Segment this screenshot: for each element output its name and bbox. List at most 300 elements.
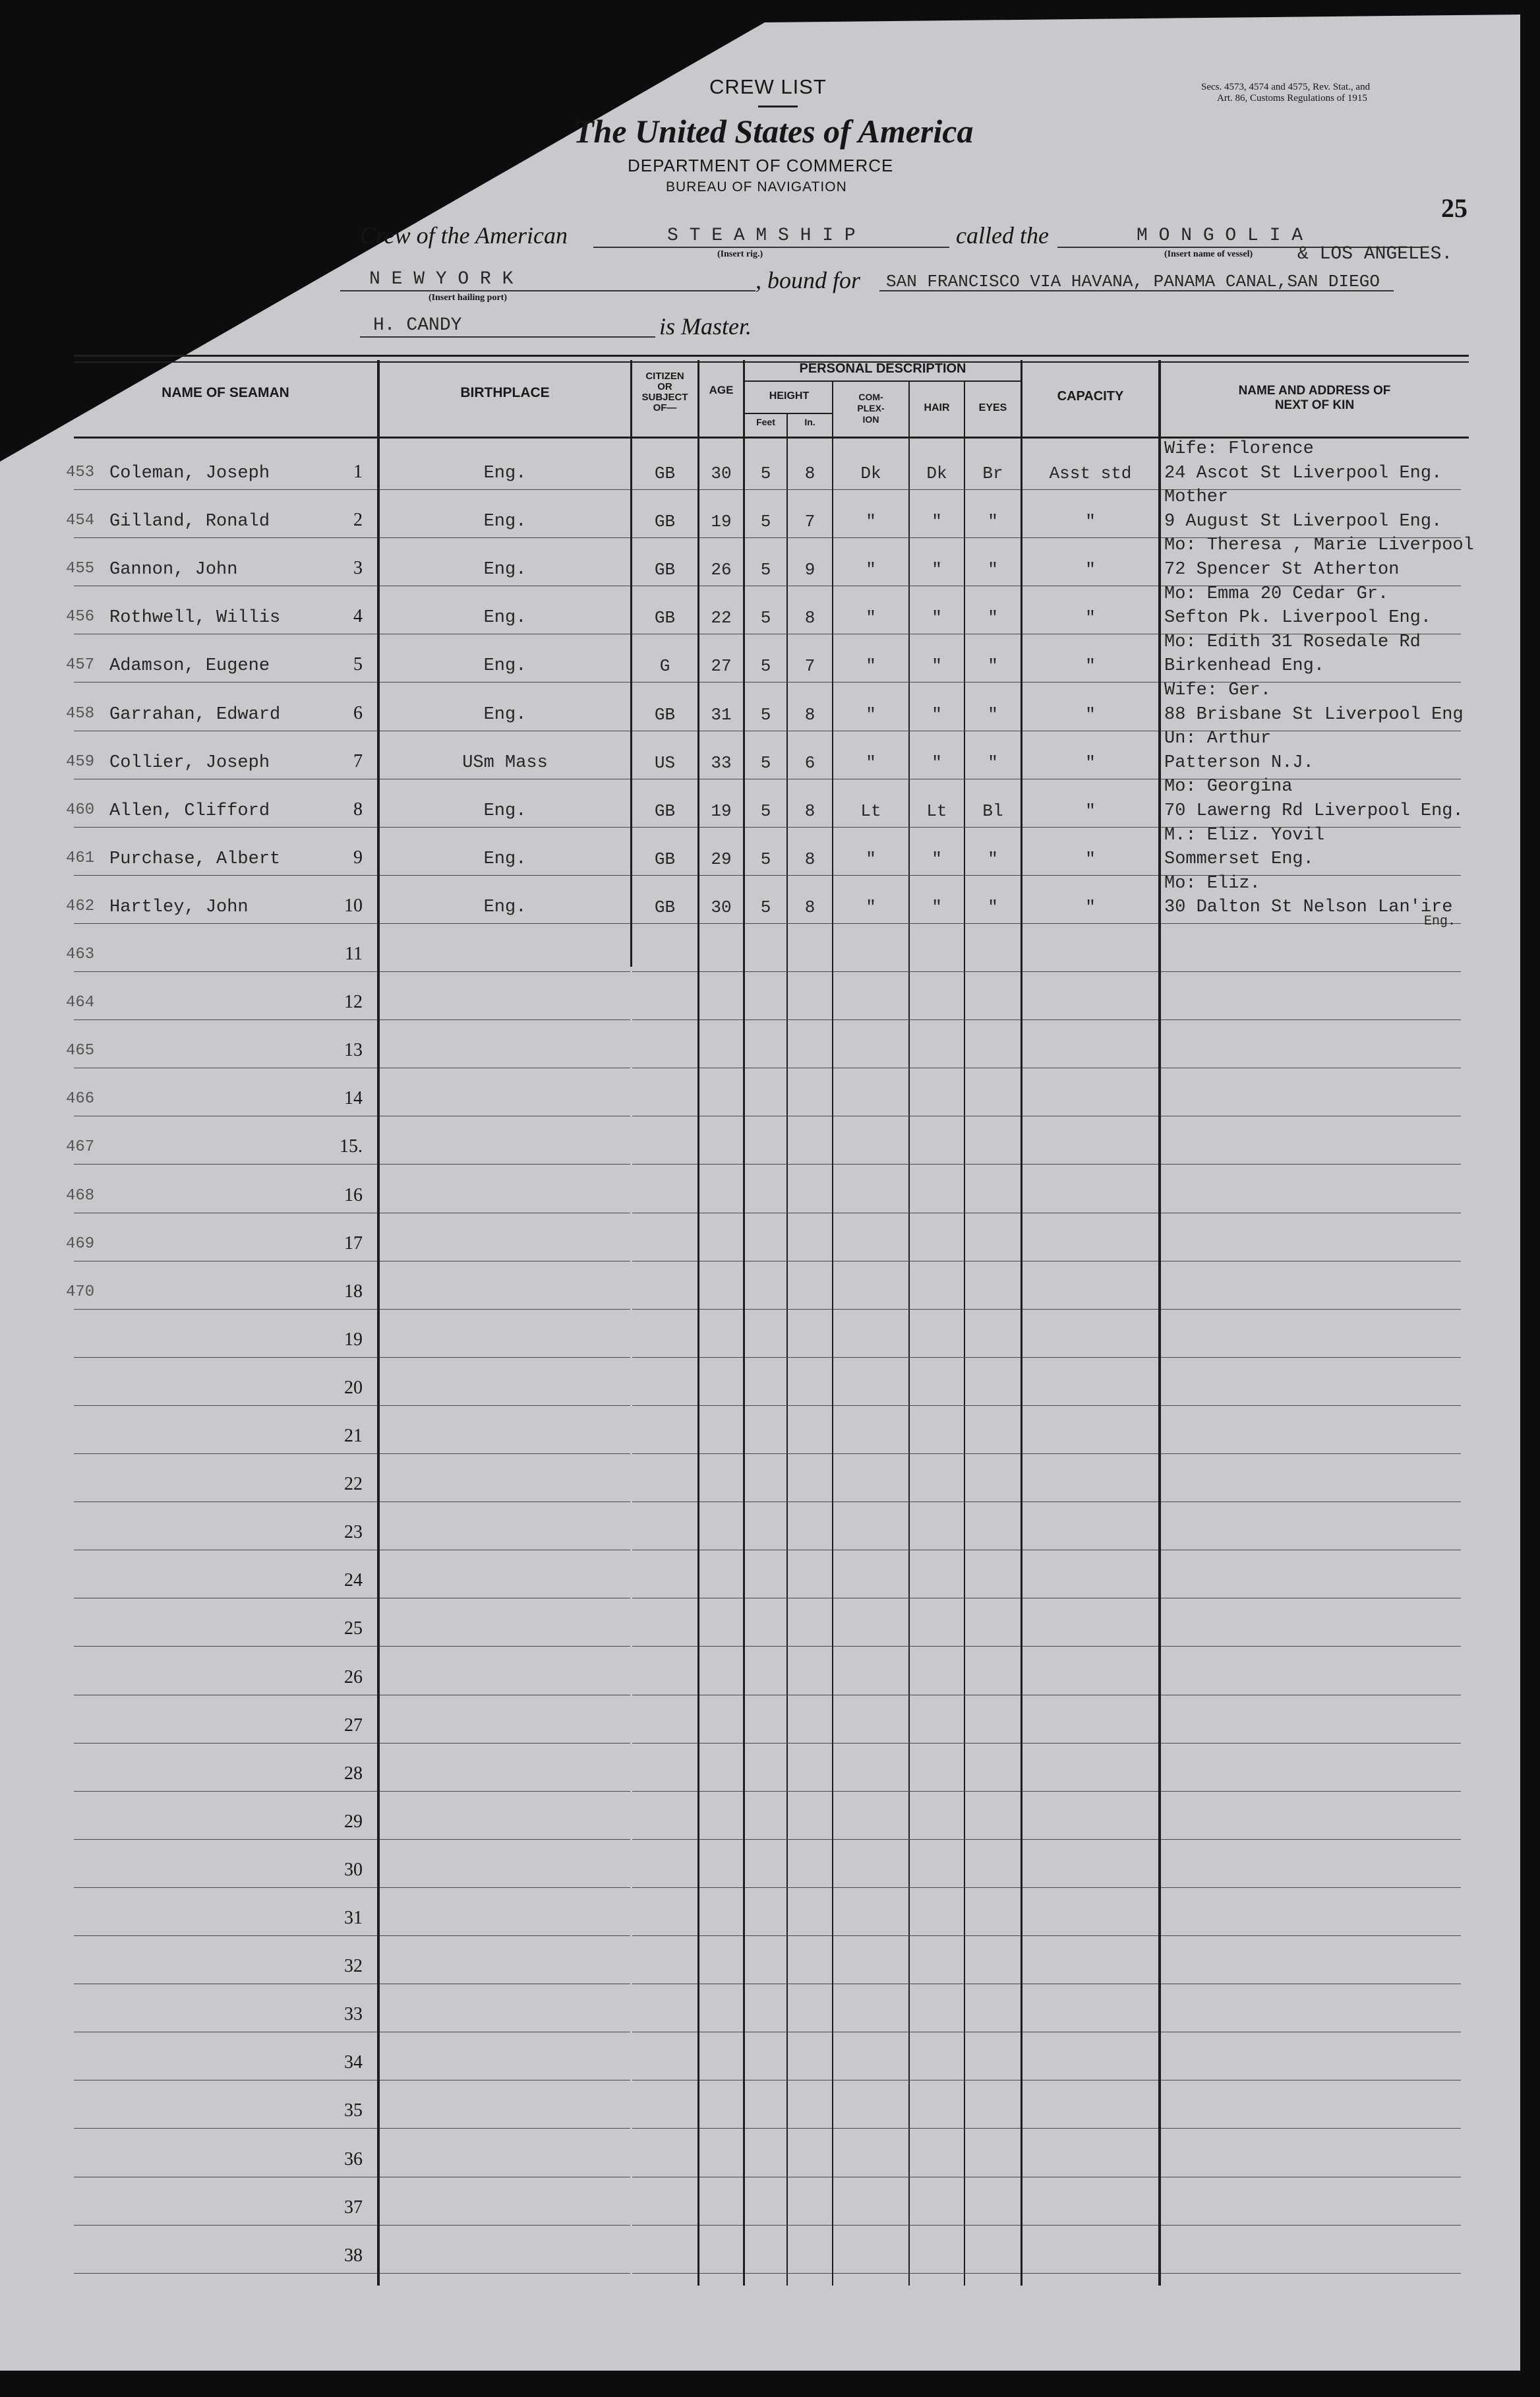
port-value: N E W Y O R K: [369, 269, 514, 289]
row-number: 30: [344, 1860, 363, 1880]
cell-capacity: ": [1085, 801, 1096, 821]
cell-name: Coleman, Joseph: [109, 464, 270, 483]
kin-line: 70 Lawerng Rd Liverpool Eng.: [1164, 801, 1464, 821]
row-rule: [74, 1453, 377, 1454]
row-rule: [833, 1935, 1021, 1936]
row-rule: [1022, 1791, 1158, 1792]
row-rule: [380, 1453, 630, 1454]
row-number: 32: [344, 1956, 363, 1976]
cell-inches: 9: [804, 560, 815, 580]
cell-birthplace: USm Mass: [462, 753, 548, 773]
cell-complexion: ": [866, 512, 876, 531]
row-rule: [632, 923, 697, 924]
row-rule: [833, 1309, 1021, 1310]
cell-hair: ": [932, 849, 942, 869]
cell-serial: 464: [66, 994, 95, 1012]
col-header-birthplace: BIRTHPLACE: [460, 385, 550, 400]
cell-name: Purchase, Albert: [109, 849, 281, 869]
col-divider-capacity: [1158, 360, 1161, 2286]
kin-line: M.: Eliz. Yovil: [1164, 826, 1325, 845]
row-rule: [1022, 1839, 1158, 1840]
row-rule: [833, 1019, 1021, 1020]
cell-inches: 8: [804, 705, 815, 725]
row-number: 25: [344, 1618, 363, 1639]
rig-hint: (Insert rig.): [717, 249, 763, 259]
cell-serial: 466: [66, 1090, 95, 1108]
cell-feet: 5: [760, 849, 771, 869]
row-rule: [632, 827, 697, 828]
row-rule: [632, 1309, 697, 1310]
row-number: 36: [344, 2149, 363, 2169]
row-rule: [699, 1019, 743, 1020]
row-rule: [74, 1357, 377, 1358]
cell-serial: 465: [66, 1042, 95, 1060]
cell-inches: 8: [804, 608, 815, 628]
row-rule: [632, 2128, 697, 2129]
cell-name: Gilland, Ronald: [109, 512, 270, 531]
row-number: 21: [344, 1426, 363, 1446]
col-header-citizen-1: CITIZEN: [645, 371, 684, 382]
cell-citizen: GB: [654, 560, 676, 580]
row-rule: [632, 682, 697, 683]
row-rule: [1161, 971, 1461, 972]
row-rule: [833, 2128, 1021, 2129]
cell-serial: 463: [66, 946, 95, 963]
row-rule: [833, 1164, 1021, 1165]
row-rule: [1161, 1743, 1461, 1744]
row-rule: [1161, 1405, 1461, 1406]
row-rule: [632, 971, 697, 972]
row-rule: [380, 682, 630, 683]
cell-citizen: US: [654, 753, 676, 773]
cell-complexion: ": [866, 560, 876, 580]
row-rule: [699, 1405, 743, 1406]
row-rule: [380, 1309, 630, 1310]
row-rule: [74, 1791, 377, 1792]
row-rule: [632, 2273, 697, 2274]
cell-feet: 5: [760, 753, 771, 773]
row-rule: [1161, 2273, 1461, 2274]
row-rule: [745, 1453, 832, 1454]
cell-inches: 6: [804, 753, 815, 773]
row-rule: [833, 1791, 1021, 1792]
row-rule: [833, 1743, 1021, 1744]
row-number: 1: [353, 462, 363, 482]
cell-serial: 457: [66, 656, 95, 674]
col-header-hair: HAIR: [924, 402, 950, 413]
row-number: 28: [344, 1763, 363, 1784]
row-rule: [380, 1405, 630, 1406]
row-rule: [380, 2225, 630, 2226]
cell-hair: ": [932, 512, 942, 531]
row-rule: [74, 827, 377, 828]
row-rule: [632, 1887, 697, 1888]
legal-reference-1: Secs. 4573, 4574 and 4575, Rev. Stat., and: [1201, 82, 1371, 92]
row-rule: [632, 1646, 697, 1647]
cell-hair: Dk: [926, 464, 947, 483]
row-rule: [699, 1887, 743, 1888]
cell-capacity: Asst std: [1049, 464, 1132, 483]
cell-feet: 5: [760, 897, 771, 917]
cell-serial: 467: [66, 1138, 95, 1156]
row-rule: [380, 971, 630, 972]
col-header-height: HEIGHT: [769, 390, 810, 402]
row-rule: [380, 1839, 630, 1840]
row-rule: [380, 537, 630, 538]
cell-serial: 454: [66, 512, 95, 530]
cell-eyes: Br: [982, 464, 1003, 483]
col-header-complexion-2: PLEX-: [857, 403, 885, 413]
row-rule: [833, 489, 1021, 490]
row-rule: [699, 1743, 743, 1744]
row-rule: [74, 1935, 377, 1936]
row-rule: [380, 1791, 630, 1792]
row-rule: [745, 1309, 832, 1310]
cell-feet: 5: [760, 512, 771, 531]
kin-line: 72 Spencer St Atherton: [1164, 560, 1400, 580]
kin-line: 9 August St Liverpool Eng.: [1164, 512, 1442, 531]
row-number: 33: [344, 2004, 363, 2024]
row-rule: [1161, 2225, 1461, 2226]
row-number: 6: [353, 703, 363, 723]
cell-name: Garrahan, Edward: [109, 705, 281, 725]
row-number: 29: [344, 1811, 363, 1832]
cell-capacity: ": [1085, 512, 1096, 531]
row-rule: [380, 827, 630, 828]
row-rule: [1022, 1405, 1158, 1406]
row-rule: [74, 489, 377, 490]
row-rule: [833, 2225, 1021, 2226]
cell-feet: 5: [760, 705, 771, 725]
cell-name: Allen, Clifford: [109, 801, 270, 821]
cell-capacity: ": [1085, 849, 1096, 869]
row-rule: [745, 1887, 832, 1888]
cell-complexion: ": [866, 849, 876, 869]
cell-serial: 458: [66, 705, 95, 723]
cell-eyes: ": [988, 656, 998, 676]
cell-capacity: ": [1085, 705, 1096, 725]
kin-line: Sommerset Eng.: [1164, 849, 1314, 869]
row-rule: [632, 1791, 697, 1792]
row-rule: [833, 1357, 1021, 1358]
cell-capacity: ": [1085, 753, 1096, 773]
cell-age: 30: [711, 897, 732, 917]
row-rule: [833, 827, 1021, 828]
cell-serial: 468: [66, 1187, 95, 1205]
row-number: 8: [353, 799, 363, 820]
row-rule: [74, 2225, 377, 2226]
row-number: 31: [344, 1908, 363, 1928]
row-number: 19: [344, 1329, 363, 1350]
cell-birthplace: Eng.: [483, 560, 527, 580]
row-rule: [745, 682, 832, 683]
col-header-kin-1: NAME AND ADDRESS OF: [1238, 384, 1391, 398]
row-number: 26: [344, 1667, 363, 1687]
row-rule: [380, 1887, 630, 1888]
cell-eyes: ": [988, 512, 998, 531]
row-number: 2: [353, 510, 363, 530]
cell-complexion: ": [866, 753, 876, 773]
col-header-inches: In.: [804, 417, 815, 427]
row-rule: [1022, 2273, 1158, 2274]
row-rule: [74, 2128, 377, 2129]
row-rule: [380, 1164, 630, 1165]
cell-citizen: GB: [654, 608, 676, 628]
row-rule: [1161, 1357, 1461, 1358]
row-rule: [632, 1453, 697, 1454]
cell-birthplace: Eng.: [483, 512, 527, 531]
kin-line: Wife: Ger.: [1164, 681, 1272, 700]
row-number: 37: [344, 2197, 363, 2218]
row-rule: [632, 1839, 697, 1840]
cell-name: Collier, Joseph: [109, 753, 270, 773]
row-rule: [833, 537, 1021, 538]
row-rule: [699, 1839, 743, 1840]
row-rule: [632, 875, 697, 876]
col-divider-citizen: [697, 360, 699, 2286]
row-rule: [1022, 1019, 1158, 1020]
row-number: 16: [344, 1185, 363, 1205]
row-rule: [745, 2128, 832, 2129]
cell-age: 26: [711, 560, 732, 580]
cell-serial: 462: [66, 897, 95, 915]
row-rule: [699, 2128, 743, 2129]
row-rule: [1022, 1935, 1158, 1936]
cell-hair: ": [932, 656, 942, 676]
row-rule: [1161, 1453, 1461, 1454]
row-rule: [74, 682, 377, 683]
bureau-heading: BUREAU OF NAVIGATION: [666, 179, 847, 195]
row-rule: [1161, 1019, 1461, 1020]
row-number: 34: [344, 2052, 363, 2073]
cell-capacity: ": [1085, 897, 1096, 917]
cell-birthplace: Eng.: [483, 849, 527, 869]
row-rule: [632, 1743, 697, 1744]
cell-capacity: ": [1085, 560, 1096, 580]
row-rule: [833, 2273, 1021, 2274]
row-rule: [1161, 2128, 1461, 2129]
cell-eyes: ": [988, 705, 998, 725]
cell-capacity: ": [1085, 656, 1096, 676]
cell-complexion: ": [866, 608, 876, 628]
row-rule: [833, 875, 1021, 876]
col-header-age: AGE: [709, 384, 734, 396]
row-rule: [833, 1839, 1021, 1840]
cell-name: Rothwell, Willis: [109, 608, 281, 628]
cell-citizen: GB: [654, 705, 676, 725]
row-number: 23: [344, 1522, 363, 1542]
row-rule: [380, 489, 630, 490]
row-number: 27: [344, 1715, 363, 1736]
row-rule: [74, 1019, 377, 1020]
row-rule: [74, 1309, 377, 1310]
row-rule: [833, 682, 1021, 683]
row-rule: [632, 2225, 697, 2226]
row-rule: [1161, 1791, 1461, 1792]
cell-serial: 459: [66, 753, 95, 771]
country-heading: The United States of America: [574, 113, 974, 150]
cell-complexion: ": [866, 656, 876, 676]
row-rule: [699, 1791, 743, 1792]
header-bottom-rule: [74, 437, 1469, 439]
kin-line: Mo: Emma 20 Cedar Gr.: [1164, 584, 1389, 604]
form-title: CREW LIST: [709, 75, 827, 98]
row-rule: [745, 923, 832, 924]
cell-feet: 5: [760, 608, 771, 628]
row-rule: [1161, 1646, 1461, 1647]
cell-inches: 8: [804, 464, 815, 483]
row-rule: [74, 875, 377, 876]
cell-name: Hartley, John: [109, 897, 249, 917]
cell-citizen: G: [659, 656, 670, 676]
row-rule: [699, 923, 743, 924]
cell-serial: 460: [66, 801, 95, 819]
col-header-citizen-4: OF—: [653, 402, 677, 413]
kin-line: Mo: Theresa , Marie Liverpool: [1164, 535, 1474, 555]
col-header-complexion-3: ION: [862, 414, 879, 425]
row-rule: [699, 2225, 743, 2226]
table-top-rule: [74, 355, 1469, 357]
row-rule: [745, 1743, 832, 1744]
rig-fill-line: [593, 247, 949, 248]
row-rule: [74, 537, 377, 538]
cell-complexion: Lt: [860, 801, 881, 821]
row-rule: [632, 1405, 697, 1406]
cell-citizen: GB: [654, 464, 676, 483]
row-rule: [1022, 537, 1158, 538]
col-divider-name: [377, 360, 380, 2286]
row-rule: [380, 2128, 630, 2129]
row-rule: [1022, 489, 1158, 490]
row-rule: [1161, 1309, 1461, 1310]
row-number: 38: [344, 2245, 363, 2266]
row-number: 10: [344, 895, 363, 916]
row-rule: [380, 2273, 630, 2274]
col-header-feet: Feet: [756, 417, 775, 427]
row-rule: [745, 1935, 832, 1936]
cell-age: 27: [711, 656, 732, 676]
cell-age: 19: [711, 512, 732, 531]
row-rule: [632, 1164, 697, 1165]
cell-feet: 5: [760, 801, 771, 821]
row-number: 11: [345, 944, 363, 964]
row-number: 14: [344, 1088, 363, 1108]
row-rule: [699, 1357, 743, 1358]
row-rule: [699, 1646, 743, 1647]
row-number: 20: [344, 1378, 363, 1398]
row-rule: [745, 2273, 832, 2274]
row-rule: [1022, 827, 1158, 828]
cell-age: 19: [711, 801, 732, 821]
crew-of-label: Crew of the American: [360, 222, 568, 249]
row-rule: [1161, 1839, 1461, 1840]
row-number: 35: [344, 2100, 363, 2121]
kin-line: Sefton Pk. Liverpool Eng.: [1164, 608, 1432, 628]
cell-hair: ": [932, 705, 942, 725]
col-header-citizen-2: OR: [657, 381, 672, 392]
port-fill-line: [340, 290, 755, 291]
col-header-citizen-3: SUBJECT: [641, 392, 688, 403]
row-number: 17: [344, 1233, 363, 1254]
row-rule: [1161, 1935, 1461, 1936]
row-number: 22: [344, 1474, 363, 1494]
cell-serial: 453: [66, 464, 95, 481]
port-hint: (Insert hailing port): [429, 293, 507, 303]
cell-age: 33: [711, 753, 732, 773]
row-rule: [74, 1164, 377, 1165]
row-rule: [1022, 1164, 1158, 1165]
row-number: 9: [353, 847, 363, 868]
row-rule: [380, 1935, 630, 1936]
cell-birthplace: Eng.: [483, 464, 527, 483]
cell-serial: 461: [66, 849, 95, 867]
row-rule: [380, 875, 630, 876]
kin-line: Mo: Edith 31 Rosedale Rd: [1164, 632, 1421, 652]
department-heading: DEPARTMENT OF COMMERCE: [628, 156, 894, 175]
row-rule: [1161, 923, 1461, 924]
cell-complexion: Dk: [860, 464, 881, 483]
called-label: called the: [956, 222, 1049, 249]
cell-feet: 5: [760, 560, 771, 580]
kin-line: 88 Brisbane St Liverpool Eng: [1164, 705, 1464, 725]
row-rule: [632, 1357, 697, 1358]
row-rule: [699, 489, 743, 490]
cell-birthplace: Eng.: [483, 801, 527, 821]
row-number: 13: [344, 1040, 363, 1060]
master-fill-line: [360, 336, 655, 338]
cell-inches: 7: [804, 512, 815, 531]
kin-line: Wife: Florence: [1164, 439, 1314, 459]
row-number: 7: [353, 751, 363, 772]
col-header-eyes: EYES: [978, 402, 1007, 413]
row-number: 4: [353, 606, 363, 626]
col-header-complexion-1: COM-: [858, 392, 883, 402]
row-rule: [699, 682, 743, 683]
destination-value: SAN FRANCISCO VIA HAVANA, PANAMA CANAL,SAN DIEGO: [886, 272, 1380, 291]
vessel-hint: (Insert name of vessel): [1164, 249, 1253, 259]
cell-age: 31: [711, 705, 732, 725]
row-rule: [380, 923, 630, 924]
row-rule: [699, 537, 743, 538]
row-rule: [74, 1646, 377, 1647]
row-rule: [745, 1839, 832, 1840]
row-rule: [745, 875, 832, 876]
row-rule: [699, 971, 743, 972]
row-rule: [1022, 682, 1158, 683]
col-header-capacity: CAPACITY: [1057, 389, 1124, 404]
kin-line: Mo: Eliz.: [1164, 874, 1260, 894]
cell-inches: 7: [804, 656, 815, 676]
row-rule: [1022, 1743, 1158, 1744]
row-rule: [1022, 923, 1158, 924]
row-rule: [632, 489, 697, 490]
cell-age: 30: [711, 464, 732, 483]
cell-eyes: ": [988, 560, 998, 580]
cell-age: 29: [711, 849, 732, 869]
destination-extra: & LOS ANGELES.: [1297, 244, 1453, 264]
row-rule: [699, 875, 743, 876]
cell-citizen: GB: [654, 849, 676, 869]
row-rule: [1161, 1164, 1461, 1165]
row-rule: [699, 1164, 743, 1165]
cell-serial: 470: [66, 1283, 95, 1301]
row-rule: [699, 2273, 743, 2274]
row-rule: [745, 489, 832, 490]
vessel-value: M O N G O L I A: [1137, 226, 1303, 246]
cell-eyes: ": [988, 897, 998, 917]
row-rule: [745, 1019, 832, 1020]
row-rule: [833, 1405, 1021, 1406]
